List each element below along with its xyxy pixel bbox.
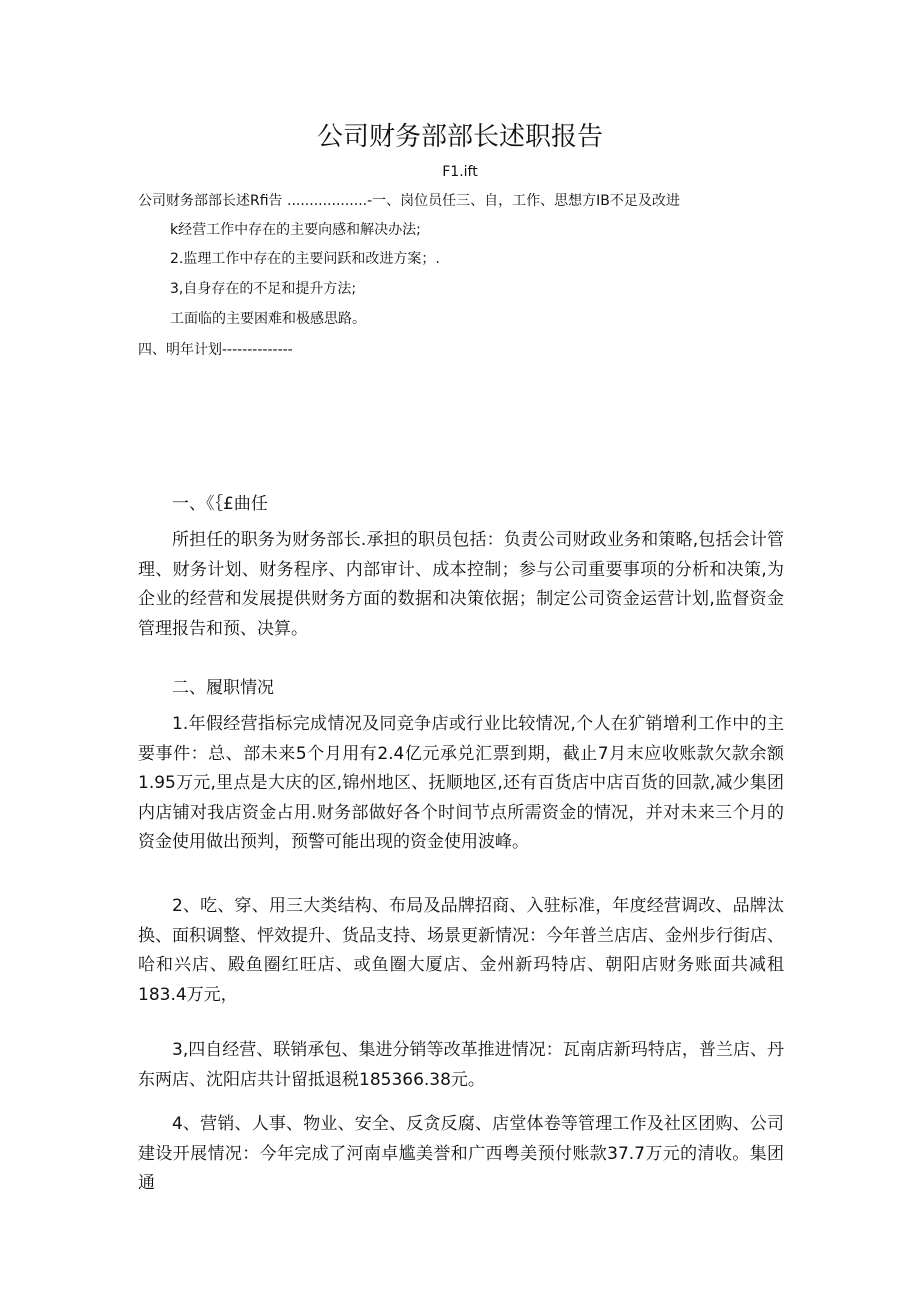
section-2-item-2: 2、吃、穿、用三大类结构、布局及品牌招商、入驻标准，年度经营调改、品牌汰换、面积调整、怦效提升、货品支持、场景更新情况：今年普兰店店、金州步行街店、哈和兴店、殿鱼圈红旺店、或鱼圈大厦店、金州新玛特店、朝阳店财务账面共减租183.4万元， [138,896,784,1005]
toc-line-4: 3,自身存在的不足和提升方法; [170,281,357,297]
section-1-paragraph: 所担任的职务为财务部长.承担的职员包括：负责公司财政业务和策略,包括会计管理、财务计划、财务程序、内部审计、成本控制；参与公司重要事项的分析和决策,为企业的经营和发展提供财务方面的数据和决策依据；制定公司资金运营计划,监督资金管理报告和预、决算。 [138,530,784,639]
section-2-item-4: 4、营销、人事、物业、安全、反贪反腐、店堂体卷等管理工作及社区团购、公司建设开展情况：今年完成了河南卓尴美誉和广西粤美预付账款37.7万元的清收。集团通 [138,1114,784,1193]
toc-line-1: 公司财务部部长述Rfi告 ..................-一、岗位员任三、自，工作、思想方IB不足及改进 [138,193,680,209]
section-1-heading: 一、《｛£曲任 [172,494,268,514]
toc-line-6: 四、明年计划-------------- [138,342,293,358]
toc-line-5: 工面临的主要困难和极感思路。 [170,311,366,327]
document-title: 公司财务部部长述职报告 [316,122,603,152]
toc-line-2: k经营工作中存在的主要向感和解决办法; [170,222,421,238]
section-2-heading: 二、履职情况 [172,678,274,698]
section-2-item-3: 3,四自经营、联销承包、集进分销等改革推进情况：瓦南店新玛特店，普兰店、丹东两店、沈阳店共计留抵退税185366.38元。 [138,1040,784,1090]
document-subtitle: F1.ift [442,164,478,180]
toc-line-3: 2.监理工作中存在的主要问跃和改进方案；. [170,251,440,267]
section-2-item-1: 1.年假经营指标完成情况及同竞争店或行业比较情况,个人在犷销增利工作中的主要事件：总、部未来5个月用有2.4亿元承兑汇票到期，截止7月末应收账款欠款余额1.95万元,里点是大庆的区,锦州地区、抚顺地区,还有百货店中店百货的回款,减少集团内店铺对我店资金占用.财务部做好各个时间节点所需资金的情况，并对未来三个月的资金使用做出预判，预警可能出现的资金使用波峰。 [138,714,784,852]
